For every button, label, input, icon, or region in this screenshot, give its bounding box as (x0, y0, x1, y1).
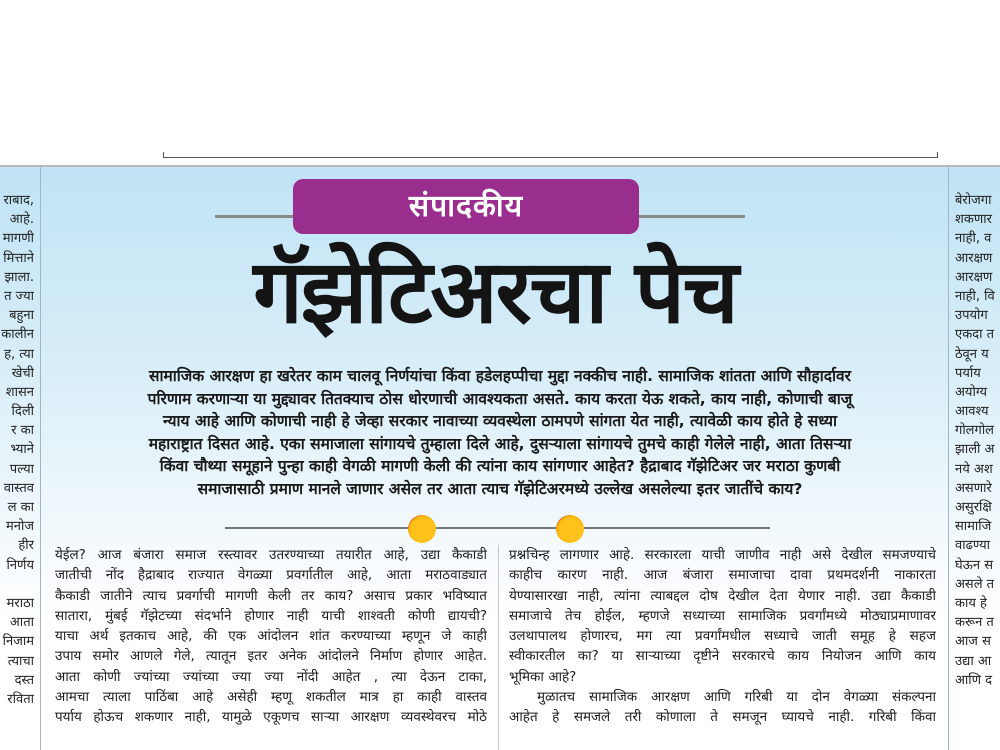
side-column-line: रविता (7, 691, 34, 707)
side-column-line: आहे. (9, 212, 34, 228)
body-line: समाजाचे तेच होईल, म्हणजे सध्याच्या सामाजिक प्रवर्गांमध्ये मोठ्याप्रमाणावर (509, 607, 936, 624)
body-line: कैकाडी जातीने त्याच प्रवर्गाची मागणी केली तर काय? असाच प्रकार भविष्यात (55, 587, 487, 604)
page-top-margin (0, 0, 1000, 165)
lead-line: न्याय आहे आणि कोणाची नाही हे जेव्हा सरकार नावाच्या व्यवस्थेला ठामपणे सांगता येत नाही, त्यावेळी काय होते हे सध्या (162, 412, 838, 431)
side-column-line: मित्ताने (3, 250, 34, 266)
side-column-line: असणारे (955, 480, 992, 496)
left-neighbor-column (0, 191, 34, 709)
body-line: काहीच कारण नाही. आज बंजारा समाजाचा दावा प्रथमदर्शनी नाकारता (509, 567, 936, 584)
body-column-1 (55, 545, 487, 728)
side-column-line: नये अश (955, 461, 993, 477)
side-column-line: आज स (955, 634, 991, 650)
label-rule-left (215, 215, 293, 218)
side-column-line: झाला. (4, 269, 34, 285)
side-column-line: घेऊन स (955, 557, 994, 573)
body-line: आहेत हे समजले तरी कोणाला ते समजून घ्यायचे नाही. गरिबी किंवा (509, 709, 936, 726)
side-column-line: असुरक्षि (955, 500, 992, 515)
body-line: उपाय समोर आणले गेले, त्यातून इतर अनेक आंदोलने निर्माण होणार आहेत. (55, 648, 487, 665)
body-line: प्रश्नचिन्ह लागणार आहे. सरकारला याची जाणीव नाही असे देखील समजण्याचे (509, 547, 936, 563)
body-line: सातारा, मुंबई गॅझेटच्या संदर्भाने होणार नाही याची शाश्वती कोणी द्यायची? (55, 607, 487, 624)
lead-line: परिणाम करणाऱ्या या मुद्द्यावर तितक्याच ठोस धोरणाची आवश्यकता असते. काय करता येऊ शकते, काय नाही, कोणाची बाजू (147, 389, 853, 408)
divider-rule-right (584, 527, 770, 529)
divider-dot-left (408, 515, 436, 543)
divider-rule-middle (436, 527, 556, 529)
side-column-line: आरक्षण (955, 269, 993, 285)
body-line: याचा अर्थ इतकाच आहे, की एक आंदोलन शांत करण्याच्या म्हणून जे काही (55, 628, 487, 645)
side-column-line: दिली (11, 404, 34, 420)
lead-line: समाजासाठी प्रमाण मानले जाणार असेल तर आता त्याच गॅझेटिअरमध्ये उल्लेख असलेल्या इतर जातींचे काय? (197, 479, 803, 498)
body-line: आता कोणी ज्यांच्या ज्यांच्या ज्या ज्या नोंदी आहेत , त्या देऊन टाका, (55, 668, 487, 685)
side-column-line: कालीन (1, 327, 34, 343)
side-column-line: असले त (955, 576, 995, 592)
side-column-line: उद्या आ (955, 653, 992, 669)
side-column-line: अयोग्य (955, 384, 988, 400)
side-column-line: आरक्षण (955, 250, 993, 266)
side-column-line: नाही, व (955, 231, 992, 247)
side-column-line: करून त (955, 615, 994, 631)
section-label: संपादकीय (293, 179, 639, 234)
lead-line: किंवा चौथ्या समूहाने पुन्हा काही वेगळी मागणी केली की त्यांना काय सांगणार आहेत? हैद्राबाद गॅझेटिअर जर मराठा कुणबी (159, 457, 841, 476)
side-column-line: खेची (11, 365, 34, 381)
side-column-line: नाही, वि (955, 288, 995, 304)
side-column-line: आता (9, 615, 34, 631)
side-column-line: मनोज (5, 519, 34, 535)
side-column-line: आणि द (955, 672, 993, 688)
side-column-line: त्याचा (7, 653, 34, 669)
side-column-line: शकणार (955, 212, 992, 228)
label-rule-right (639, 215, 745, 218)
headline: गॅझेटिअरचा पेच (253, 240, 737, 343)
side-column-line: गोलगोल (955, 423, 995, 439)
column-gutter (498, 545, 499, 750)
side-column-line: निर्णय (6, 557, 34, 573)
side-column-line: ल का (7, 500, 34, 515)
body-column-2 (509, 545, 936, 728)
lead-line: सामाजिक आरक्षण हा खरेतर काम चालवू निर्णयांचा किंवा हडेलहप्पीचा मुद्दा नक्कीच नाही. सामाजिक शांतता आणि सौहार्दावर (149, 367, 851, 385)
side-column-line: काय हे (955, 595, 987, 611)
body-line: मुळातच सामाजिक आरक्षण आणि गरिबी या दोन वेगळ्या संकल्पना (537, 689, 936, 706)
top-rule (163, 152, 938, 158)
right-neighbor-column (955, 191, 1000, 690)
divider-dot-right (556, 515, 584, 543)
side-column-line: उपयोग (955, 308, 988, 324)
body-line: येईल? आज बंजारा समाज रस्त्यावर उतरण्याच्या तयारीत आहे, उद्या कैकाडी (55, 547, 487, 563)
body-line: आमचा त्याला पाठिंबा आहे असेही म्हणू शकतील मात्र हा काही वास्तव (55, 689, 487, 706)
newspaper-page (0, 167, 1000, 750)
side-column-line: बहुना (9, 308, 34, 324)
side-column-line: दस्त (14, 672, 34, 688)
divider-rule-left (225, 527, 410, 529)
side-column-line: एकदा त (955, 327, 994, 343)
side-column-line: पर्याय (955, 365, 981, 381)
body-line: भूमिका आहे? (509, 668, 577, 685)
body-line: पर्याय होऊच शकणार नाही, यामुळे एकूणच साऱ्या आरक्षण व्यवस्थेवरच मोठे (55, 709, 487, 726)
side-column-line: वाढण्या (955, 538, 990, 554)
body-line: स्वीकारतील का? या साऱ्याच्या दृष्टीने सरकारचे काय नियोजन आणि काय (509, 648, 936, 665)
side-column-line: मराठा (6, 595, 34, 611)
side-column-line: र का (11, 423, 34, 439)
side-column-line: वास्तव (3, 480, 34, 496)
lead-line: महाराष्ट्रात दिसत आहे. एका समाजाला सांगायचे तुम्हाला दिले आहे, दुसऱ्याला सांगायचे तुमचे काही गेलेले नाही, आता तिसऱ्या (148, 434, 852, 453)
side-column-line: ठेवून य (955, 346, 989, 362)
side-column-line: त ज्या (4, 288, 34, 304)
side-column-line: निजाम (2, 634, 34, 650)
body-line: जातीची नोंद हैद्राबाद राज्यात वेगळ्या प्रवर्गातील आहे, आता मराठवाड्यात (55, 567, 487, 584)
body-line: येण्यासारखा नाही, त्यांना त्याबद्दल दोष देखील देता येणार नाही. उद्या कैकाडी (509, 587, 936, 604)
side-column-line: शासन (5, 384, 34, 400)
side-column-line: बेरोजगा (955, 193, 992, 208)
side-column-line (0, 575, 34, 594)
side-column-line: पल्या (9, 461, 34, 477)
side-column-line: भ्याने (10, 442, 34, 458)
side-column-line: सामाजि (955, 519, 992, 535)
column-rule-left (40, 167, 41, 750)
side-column-line: हीर (18, 538, 34, 554)
side-column-line: राबाद, (3, 193, 34, 208)
side-column-line: ह, त्या (4, 346, 34, 362)
side-column-line: मागणी (2, 231, 34, 247)
lead-paragraph (46, 365, 954, 501)
body-line: उलथापालथ होणारच, मग त्या प्रवर्गांमधील सध्याचे जाती समूह हे सहज (509, 628, 936, 645)
side-column-line: झाली अ (955, 442, 995, 458)
side-column-line: आवश्य (955, 404, 989, 420)
